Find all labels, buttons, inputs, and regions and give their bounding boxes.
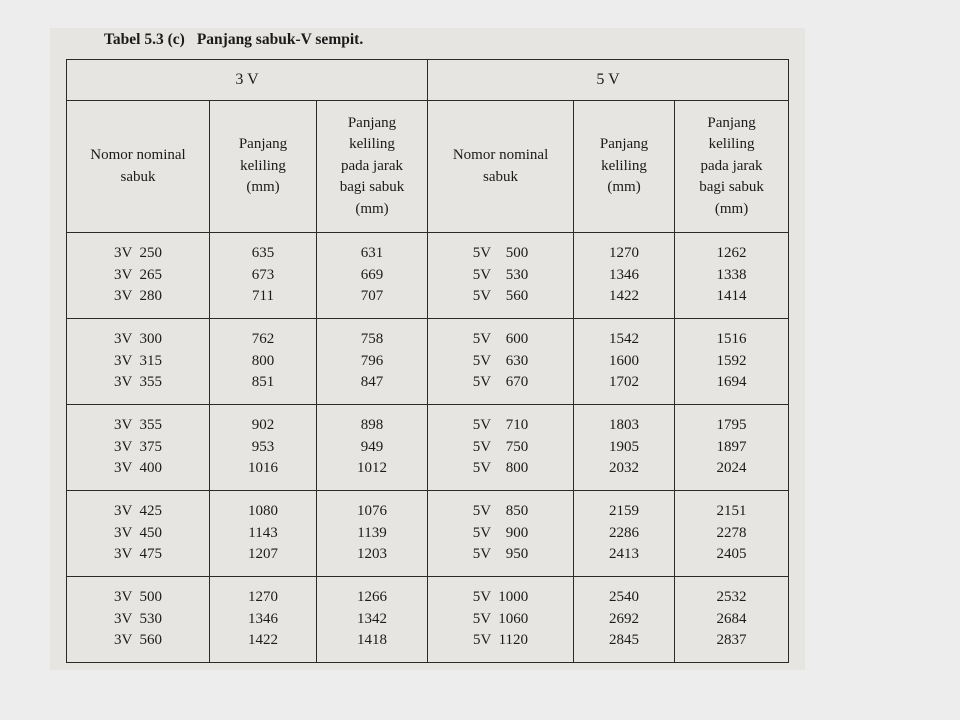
table-cell-value: 3V 530 <box>113 610 163 627</box>
table-cell-value: 5V 1060 <box>472 610 529 627</box>
nominal-3v-cell <box>67 405 210 491</box>
pitch-length-5v-cell <box>675 491 789 577</box>
table-cell-value: 1516 <box>716 331 747 348</box>
length-3v-cell <box>210 405 317 491</box>
nominal-5v-cell <box>428 577 574 663</box>
col-header-line: Panjang <box>347 114 397 131</box>
col-header-pitch-length-3v <box>317 101 428 233</box>
nominal-3v-cell <box>67 577 210 663</box>
table-row-group <box>67 491 789 577</box>
col-header-line: bagi sabuk <box>699 179 764 196</box>
pitch-length-3v-cell <box>317 319 428 405</box>
nominal-3v-cell <box>67 491 210 577</box>
table-row-group <box>67 405 789 491</box>
col-header-length-5v <box>574 101 675 233</box>
table-cell-value: 1803 <box>609 417 640 434</box>
table-cell-value: 3V 300 <box>113 331 163 348</box>
table-row-group <box>67 233 789 319</box>
pitch-length-3v-cell <box>317 405 428 491</box>
table-cell-value: 3V 280 <box>113 288 163 305</box>
table-cell-value: 5V 900 <box>472 524 529 541</box>
table-cell-value: 1795 <box>716 417 747 434</box>
table-cell-value: 1422 <box>248 632 278 649</box>
table-cell-value: 707 <box>360 288 384 305</box>
group-header-row <box>67 60 789 101</box>
nominal-5v-cell <box>428 491 574 577</box>
table-cell-value: 800 <box>251 352 275 369</box>
col-header-line: pada jarak <box>340 157 404 174</box>
table-cell-value: 1342 <box>357 610 388 627</box>
table-caption <box>104 31 363 49</box>
table-number: Tabel 5.3 (c) <box>104 31 185 48</box>
table-cell-value: 5V 750 <box>472 438 529 455</box>
table-cell-value: 5V 670 <box>472 374 529 391</box>
table-cell-value: 3V 425 <box>113 503 163 520</box>
table-cell-value: 1203 <box>357 546 388 563</box>
table-cell-value: 953 <box>251 438 275 455</box>
length-3v-cell <box>210 319 317 405</box>
scanned-page <box>50 28 805 670</box>
table-cell-value: 635 <box>251 245 275 262</box>
length-3v-cell <box>210 491 317 577</box>
table-cell-value: 5V 630 <box>472 352 529 369</box>
table-cell-value: 2845 <box>609 632 640 649</box>
table-cell-value: 3V 475 <box>113 546 163 563</box>
pitch-length-5v-cell <box>675 233 789 319</box>
table-cell-value: 2405 <box>716 546 747 563</box>
table-cell-value: 3V 265 <box>113 266 163 283</box>
table-cell-value: 1270 <box>248 589 278 606</box>
table-cell-value: 1592 <box>716 352 747 369</box>
table-cell-value: 1422 <box>609 288 640 305</box>
table-cell-value: 1139 <box>357 524 387 541</box>
col-header-line: (mm) <box>246 179 280 196</box>
table-cell-value: 1080 <box>248 503 278 520</box>
pitch-length-5v-cell <box>675 319 789 405</box>
pitch-length-3v-cell <box>317 491 428 577</box>
group-header-3v: 3 V <box>67 60 428 101</box>
nominal-5v-cell <box>428 233 574 319</box>
table-cell-value: 1270 <box>609 245 640 262</box>
table-cell-value: 1262 <box>716 245 747 262</box>
pitch-length-3v-cell <box>317 577 428 663</box>
table-cell-value: 2024 <box>716 460 747 477</box>
table-cell-value: 851 <box>251 374 275 391</box>
table-cell-value: 1600 <box>609 352 640 369</box>
table-cell-value: 3V 400 <box>113 460 163 477</box>
col-header-line: pada jarak <box>700 157 763 174</box>
table-cell-value: 1346 <box>609 266 640 283</box>
table-cell-value: 673 <box>251 266 275 283</box>
table-cell-value: 2684 <box>716 610 747 627</box>
table-cell-value: 2159 <box>609 503 640 520</box>
table-cell-value: 1897 <box>716 438 747 455</box>
col-header-length-3v <box>210 101 317 233</box>
col-header-line: sabuk <box>120 168 156 185</box>
table-cell-value: 631 <box>360 245 384 262</box>
length-5v-cell <box>574 233 675 319</box>
col-header-line: Nomor nominal <box>452 147 549 163</box>
table-cell-value: 1012 <box>357 460 388 477</box>
table-cell-value: 3V 355 <box>113 374 163 391</box>
table-cell-value: 2151 <box>716 503 747 520</box>
table-cell-value: 2540 <box>609 589 640 606</box>
col-header-line: keliling <box>708 136 755 153</box>
nominal-5v-cell <box>428 405 574 491</box>
table-cell-value: 1338 <box>716 266 747 283</box>
col-header-line: Panjang <box>238 136 288 153</box>
col-header-line: Panjang <box>599 136 649 153</box>
table-cell-value: 1143 <box>248 524 278 541</box>
table-row-group <box>67 577 789 663</box>
table-cell-value: 1418 <box>357 632 388 649</box>
col-header-line: (mm) <box>355 200 389 217</box>
table-cell-value: 5V 560 <box>472 288 529 305</box>
table-cell-value: 1016 <box>248 460 278 477</box>
table-cell-value: 5V 500 <box>472 245 529 262</box>
length-5v-cell <box>574 577 675 663</box>
table-cell-value: 5V 530 <box>472 266 529 283</box>
table-cell-value: 5V 710 <box>472 417 529 434</box>
pitch-length-3v-cell <box>317 233 428 319</box>
table-cell-value: 1076 <box>357 503 388 520</box>
table-title: Panjang sabuk-V sempit. <box>196 31 364 48</box>
col-header-line: (mm) <box>714 200 749 217</box>
table-cell-value: 3V 500 <box>113 589 163 606</box>
length-5v-cell <box>574 491 675 577</box>
table-cell-value: 1207 <box>248 546 278 563</box>
pitch-length-5v-cell <box>675 577 789 663</box>
group-header-5v: 5 V <box>428 60 789 101</box>
table-cell-value: 762 <box>251 331 275 348</box>
table-cell-value: 5V 850 <box>472 503 529 520</box>
column-header-row <box>67 101 789 233</box>
col-header-line: (mm) <box>607 179 641 196</box>
table-cell-value: 898 <box>360 417 384 434</box>
table-cell-value: 669 <box>360 266 384 283</box>
table-cell-value: 949 <box>360 438 384 455</box>
table-cell-value: 5V 600 <box>472 331 529 348</box>
col-header-line: Panjang <box>707 114 756 131</box>
table-cell-value: 711 <box>252 288 274 305</box>
table-cell-value: 847 <box>360 374 384 391</box>
nominal-3v-cell <box>67 319 210 405</box>
col-header-line: keliling <box>240 157 286 174</box>
col-header-line: Nomor nominal <box>90 147 186 163</box>
table-cell-value: 5V 800 <box>472 460 529 477</box>
table-cell-value: 758 <box>360 331 384 348</box>
table-cell-value: 2286 <box>609 524 640 541</box>
table-cell-value: 1542 <box>609 331 640 348</box>
table-cell-value: 2532 <box>716 589 747 606</box>
nominal-3v-cell <box>67 233 210 319</box>
table-cell-value: 5V 950 <box>472 546 529 563</box>
table-cell-value: 2032 <box>609 460 640 477</box>
table-cell-value: 1346 <box>248 610 278 627</box>
belt-length-table <box>66 59 789 663</box>
length-3v-cell <box>210 577 317 663</box>
col-header-line: keliling <box>349 136 395 153</box>
table-cell-value: 2278 <box>716 524 747 541</box>
table-cell-value: 3V 250 <box>113 245 163 262</box>
col-header-nominal-5v <box>428 101 574 233</box>
table-cell-value: 5V 1000 <box>472 589 529 606</box>
pitch-length-5v-cell <box>675 405 789 491</box>
table-cell-value: 2692 <box>609 610 640 627</box>
length-3v-cell <box>210 233 317 319</box>
table-cell-value: 3V 560 <box>113 632 163 649</box>
nominal-5v-cell <box>428 319 574 405</box>
table-cell-value: 2837 <box>716 632 747 649</box>
col-header-nominal-3v <box>67 101 210 233</box>
table-cell-value: 1266 <box>357 589 388 606</box>
col-header-line: keliling <box>601 157 647 174</box>
table-cell-value: 1702 <box>609 374 640 391</box>
table-cell-value: 3V 375 <box>113 438 163 455</box>
table-cell-value: 1905 <box>609 438 640 455</box>
table-cell-value: 1694 <box>716 374 747 391</box>
table-cell-value: 3V 450 <box>113 524 163 541</box>
table-cell-value: 796 <box>360 352 384 369</box>
table-cell-value: 2413 <box>609 546 640 563</box>
col-header-line: sabuk <box>483 168 519 185</box>
length-5v-cell <box>574 405 675 491</box>
table-body <box>67 233 789 663</box>
col-header-line: bagi sabuk <box>339 179 405 196</box>
table-cell-value: 902 <box>251 417 275 434</box>
table-cell-value: 3V 355 <box>113 417 163 434</box>
table-cell-value: 1414 <box>716 288 747 305</box>
table-cell-value: 3V 315 <box>113 352 163 369</box>
table-row-group <box>67 319 789 405</box>
length-5v-cell <box>574 319 675 405</box>
table-cell-value: 5V 1120 <box>473 632 529 649</box>
col-header-pitch-length-5v <box>675 101 789 233</box>
